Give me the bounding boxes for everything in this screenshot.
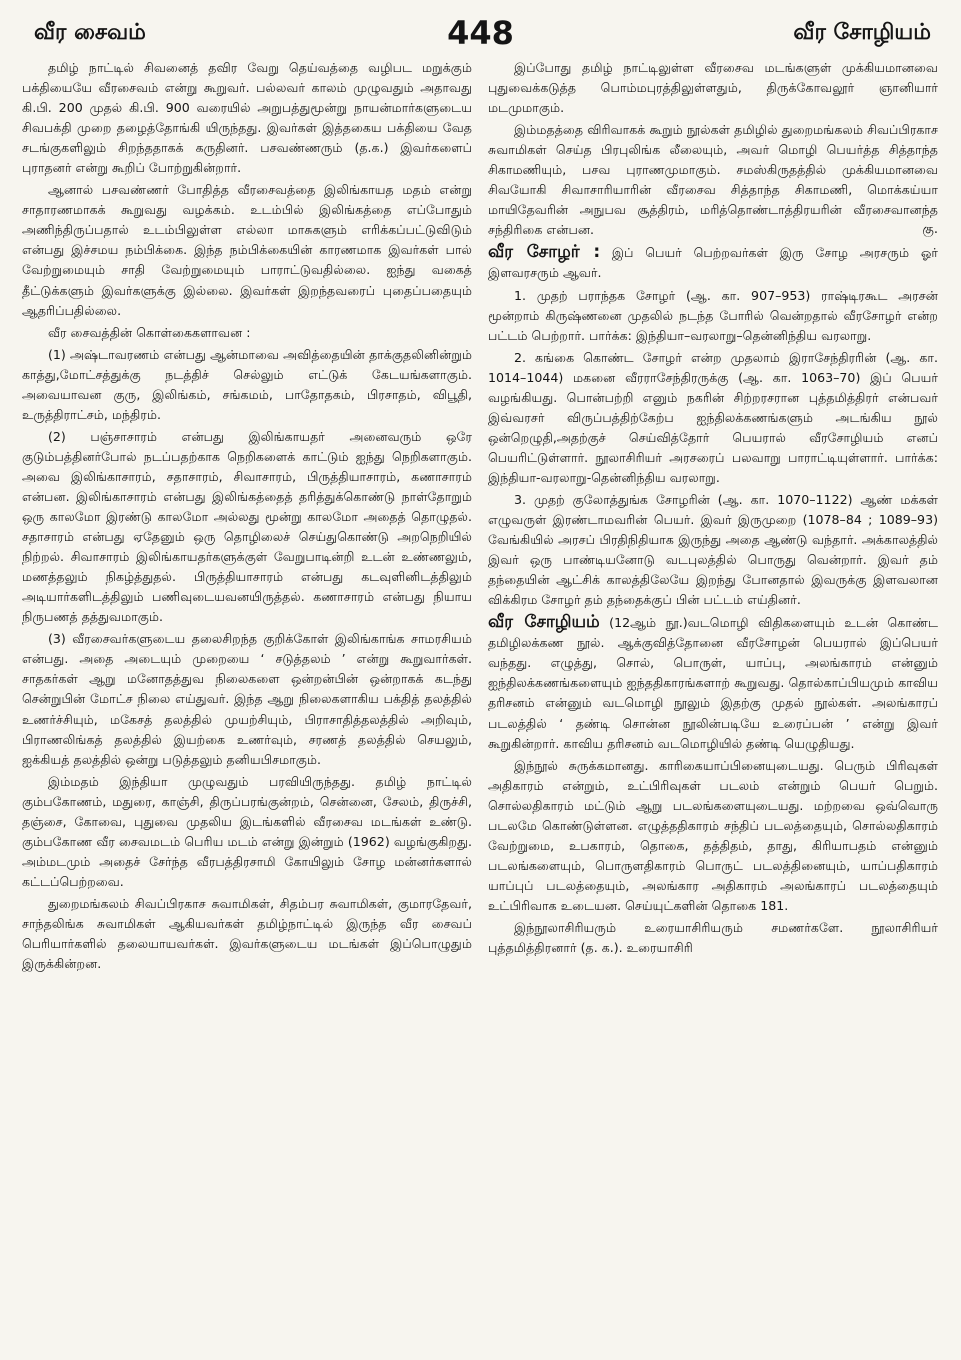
paragraph: இந்நூலாசிரியரும் உரையாசிரியரும் சமணர்களே. நூலாசிரியர் புத்தமித்திரனார் (த. க.). உரையாசிரி [488, 919, 938, 956]
paragraph: (2) பஞ்சாசாரம் என்பது இலிங்காயதர் அனைவரும் ஒரே குடும்பத்தினர்போல் நடப்பதற்காக நெறிகளைக் காட்டும் ஐந்து நெறிகளாகும். அவை இலிங்காசாரம், சதாசாரம், சிவாசாரம், பிருத்தியாசாரம், கணாசாரம் என்பன. இலிங்காசாரம் என்பது இலிங்கத்தைத் தரித்துக்கொண்டு நாள்தோறும் ஒரு காலமோ இரண்டு காலமோ அல்லது மூன்று காலமோ அதைத் தொழுதல். சதாசாரம் என்பது ஏதேனும் ஒரு தொழிலைச் செய்துகொண்டு அறநெறியில் நிற்றல். சிவாசாரம் இலிங்காயதர்களுக்குள் வேறுபாடின்றி உடன் உண்ணலும், மணத்தலும் நிகழ்த்துதல். பிருத்தியாசாரம் என்பது கடவுளினிடத்திலும் அடியார்களிடத்திலும் பணிவுடையவனயிருத்தல். கணாசாரம் என்பது நியாய நிருபணத் தத்துவமாகும். [22, 428, 472, 625]
running-head-left: வீர சைவம் [34, 20, 146, 45]
paragraph: (3) வீரசைவர்களுடைய தலைசிறந்த குறிக்கோள் இலிங்காங்க சாமரசியம் என்பது. அதை அடையும் முறையை ‘ சடுத்தலம் ’ என்று கூறுவார்கள். சாதகர்கள் ஆறு மனோதத்துவ நிலைகளை ஒன்றன்பின் ஒன்றாகக் கடந்து சென்றுபின் மோட்ச நிலை எய்துவர். இந்த ஆறு நிலைகளாகிய பக்தித் தலத்தில் உணர்ச்சியும், மகேசத் தலத்தில் முயற்சியும், பிராசாதித்தலத்தில் அறிவும், பிராணலிங்கத் தலத்தில் இயற்கை உணர்வும், சரணத் தலத்தில் செயலும், ஐக்கியத் தலத்தில் ஒன்று படுத்தலும் தனியபிசமாகும். [22, 631, 472, 767]
page-header [22, 14, 939, 58]
left-column [22, 58, 472, 1348]
paragraph-text: இம்மதத்தை விரிவாகக் கூறும் நூல்கள் தமிழில் துறைமங்கலம் சிவப்பிரகாச சுவாமிகள் செய்த பிரபுலிங்க லீலையும், அவர் மொழி பெயர்த்த சித்தாந்த சிகாமணியும், பசவ புராணமுமாகும். சமஸ்கிருதத்தில் முக்கியமானவை சிவயோகி சிவாசாரியாரின் வீரசைவ சித்தாந்த சிகாமணி, மொக்கய்யா மாயிதேவரின் அநுபவ சூத்திரம், மரித்தொண்டாத்திரயரின் வீரசைவானந்த சந்திரிகை என்பன. [488, 122, 938, 238]
paragraph: துறைமங்கலம் சிவப்பிரகாச சுவாமிகள், சிதம்பர சுவாமிகள், குமாரதேவர், சாந்தலிங்க சுவாமிகள் ஆகியவர்கள் தமிழ்நாட்டில் இருந்த வீர சைவப் பெரியார்களில் தலையாயவர்கள். இவர்களுடைய மடங்கள் இப்பொழுதும் இருக்கின்றன. [22, 895, 472, 972]
paragraph: ஆனால் பசவண்ணர் போதித்த வீரசைவத்தை இலிங்காயத மதம் என்று சாதாரணமாகக் கூறுவது வழக்கம். உடம்பில் இலிங்கத்தை எப்போதும் அணிந்திருப்பதால் உடம்பிலுள்ள எல்லா மாசுகளும் எரிக்கப்பட்டுவிடும் என்பது இச்சமய நம்பிக்கை. இந்த நம்பிக்கையின் காரணமாக இவர்கள் பால் வேற்றுமையும் சாதி வேற்றுமையும் பாராட்டுவதில்லை. ஐந்து வகைத் தீட்டுக்களும் இவர்களுக்கு இல்லை. இவர்கள் இறந்தவரைப் புதைப்பதையும் ஆதரிப்பதில்லை. [22, 182, 472, 318]
paragraph: இப்போது தமிழ் நாட்டிலுள்ள வீரசைவ மடங்களுள் முக்கியமானவை புதுவைக்கடுத்த பொம்மபுரத்திலுள்ளதும், திருக்கோவலூர் ஞானியார் மடமுமாகும். [488, 60, 938, 116]
text-columns [22, 58, 939, 1348]
entry-intro: இப் பெயர் பெற்றவர்கள் இரு சோழ அரசரும் ஓர் இளவரசரும் ஆவர். [488, 245, 938, 281]
paragraph: (1) அஷ்டாவரணம் என்பது ஆன்மாவை அவித்தையின் தாக்குதலினின்றும் காத்து,மோட்சத்துக்கு நடத்திச் செல்லும் எட்டுக் கேடயங்களாகும். அவையாவன குரு, இலிங்கம், சங்கமம், பாதோதகம், பிரசாதம், விபூதி, உருத்திராட்சம், மந்திரம். [22, 346, 472, 422]
entry-vira-choliyam [488, 612, 938, 753]
entry-heading: வீர சோழியம் [488, 612, 600, 633]
paragraph: 2. கங்கை கொண்ட சோழர் என்ற முதலாம் இராசேந்திரரின் (ஆ. கா. 1014–1044) மகனை வீரராசேந்திரருக்கு (ஆ. கா. 1063–70) இப் பெயர் வழங்கியது. பொன்பற்றி எனும் நகரின் சிற்றரசரான புத்தமித்திரர் என்பவர் இவ்வரசர் விருப்பத்திற்கேற்ப ஐந்திலக்கணங்களும் அடங்கிய நூல் ஒன்றெழுதி,அதற்குச் செய்வித்தோர் பெயரால் வீரசோழியம் எனப் பெயரிட்டுள்ளார். நூலாசிரியர் அரசரைப் பலவாறு பாராட்டியுள்ளார். பார்க்க: இந்தியா-வரலாறு-தென்னிந்திய வரலாறு. [488, 349, 938, 485]
page-number: 448 [447, 14, 514, 52]
paragraph: வீர சைவத்தின் கொள்கைகளாவன : [48, 324, 251, 340]
paragraph [488, 120, 938, 240]
entry-intro: (12ஆம் நூ.)வடமொழி விதிகளையும் உடன் கொண்ட தமிழிலக்கண நூல். ஆக்குவித்தோனை வீரசோழன் பெயரால் இப்பெயர் வந்தது. எழுத்து, சொல், பொருள், யாப்பு, அலங்காரம் என்னும் ஐந்திலக்கணங்களையும் ஐந்ததிகாரங்களாற் கூறுவது. தொல்காப்பியமும் காவிய தரிசனம் என்னும் வடமொழி நூலும் இதற்கு முதல் நூல்கள். அலங்காரப் படலத்தில் ‘ தண்டி சொன்ன நூலின்படியே உரைப்பன் ’ என்று இவர் கூறுகின்றார். காவிய தரிசனம் வடமொழியில் தண்டி யெழுதியது. [488, 615, 938, 751]
right-column [488, 58, 938, 1348]
running-head-right: வீர சோழியம் [793, 20, 931, 45]
paragraph: இந்நூல் சுருக்கமானது. காரிகையாப்பினையுடையது. பெரும் பிரிவுகள் அதிகாரம் என்றும், உட்பிரிவுகள் படலம் என்றும் பெயர் பெறும். சொல்லதிகாரம் மட்டும் ஆறு படலங்களையுடையது. மற்றவை ஒவ்வொரு படலமே கொண்டுள்ளன. எழுத்ததிகாரம் சந்திப் படலத்தையும், சொல்லதிகாரம் வேற்றுமை, உபகாரம், தொகை, தத்திதம், தாது, கிரியாபதம் என்னும் படலங்களையும், பொருளதிகாரம் பொருட் படலத்தினையும், யாப்பதிகாரம் யாப்புப் படலத்தையும், அலங்கார அதிகாரம் அலங்காரப் படலத்தையும் உட்பிரிவாக உடையன. செய்யுட்களின் தொகை 181. [488, 757, 938, 913]
paragraph: 1. முதற் பராந்தக சோழர் (ஆ. கா. 907–953) ராஷ்டிரகூட அரசன் மூன்றாம் கிருஷ்ணனை முதலில் நடந்த போரில் வென்றதால் வீரசோழர் என்ற பட்டம் பெற்றார். பார்க்க: இந்தியா–வரலாறு–தென்னிந்திய வரலாறு. [488, 287, 938, 343]
entry-heading: வீர சோழர் : [488, 242, 601, 263]
paragraph: தமிழ் நாட்டில் சிவனைத் தவிர வேறு தெய்வத்தை வழிபட மறுக்கும் பக்தியையே வீரசைவம் என்று கூறுவர். பல்லவர் காலம் முழுவதும் அதாவது கி.பி. 200 முதல் கி.பி. 900 வரையில் அறுபத்துமூன்று நாயன்மார்களுடைய சிவபக்தி முறை தழைத்தோங்கி யிருந்தது. இவர்கள் இத்தகைய பக்தியை வேத சடங்குகளிலும் சிறந்ததாகக் கருதினர். பசவண்ணரும் (த.க.) இவர்களைப் புராதனர் என்று கூறிப் போற்றுகின்றார். [22, 60, 472, 176]
entry-vira-cholar [488, 242, 938, 283]
author-initials: கு. [922, 222, 938, 238]
paragraph: இம்மதம் இந்தியா முழுவதும் பரவியிருந்தது. தமிழ் நாட்டில் கும்பகோணம், மதுரை, காஞ்சி, திருப்பரங்குன்றம், சென்னை, சேலம், திருச்சி, தஞ்சை, கோவை, புதுவை முதலிய இடங்களில் வீரசைவ மடங்கள் உண்டு. கும்பகோண வீர சைவமடம் பெரிய மடம் என்று இன்றும் (1962) வழங்குகிறது. அம்மடமும் அதைச் சேர்ந்த வீரபத்திரசாமி கோயிலும் சோழ மன்னர்களால் கட்டப்பெற்றவை. [22, 773, 472, 889]
paragraph: 3. முதற் குலோத்துங்க சோழரின் (ஆ. கா. 1070–1122) ஆண் மக்கள் எழுவருள் இரண்டாமவரின் பெயர். இவர் இருமுறை (1078–84 ; 1089–93) வேங்கியில் அரசப் பிரதிநிதியாக இருந்து அதை ஆண்டு வந்தார். அக்காலத்தில் இவர் ஒரு பாண்டியனோடு வடபுலத்தில் பொருது வென்றார். இவர் தம் தந்தையின் ஆட்சிக் காலத்திலேயே இறந்து போனதால் இவருக்கு இளவலான விக்கிரம சோழர் தம் தந்தைக்குப் பின் பட்டம் எய்தினர். [488, 491, 938, 608]
